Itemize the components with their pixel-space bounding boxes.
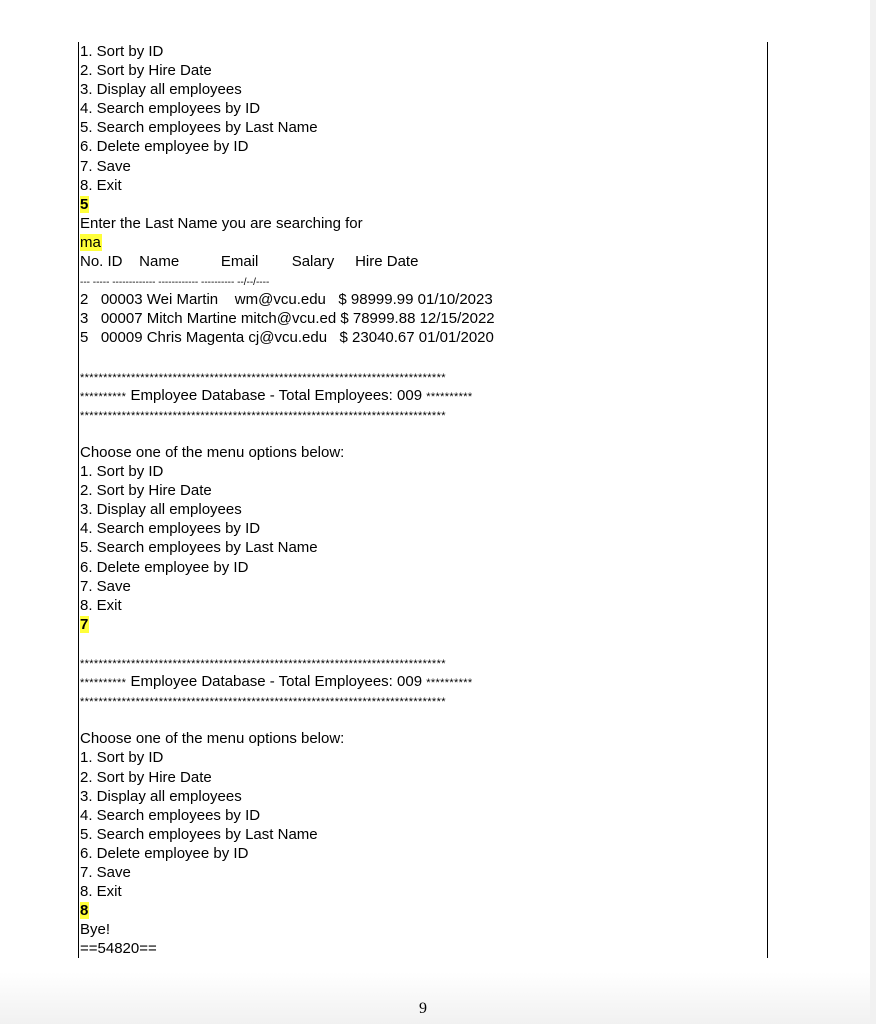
console-output — [80, 42, 760, 959]
console-text: 7. Save — [80, 577, 131, 595]
console-line — [80, 901, 760, 920]
console-line — [80, 42, 760, 61]
console-text: Enter the Last Name you are searching for — [80, 214, 363, 232]
banner-stars: ******************************************************************************* — [80, 696, 446, 709]
console-line — [80, 61, 760, 80]
console-line — [80, 691, 760, 710]
right-border-rule — [767, 42, 768, 958]
console-line — [80, 348, 760, 367]
console-line — [80, 825, 760, 844]
banner-stars: ******************************************************************************* — [80, 371, 446, 384]
console-text: 2. Sort by Hire Date — [80, 482, 212, 500]
console-line — [80, 519, 760, 538]
console-line — [80, 233, 760, 252]
console-line — [80, 939, 760, 958]
console-text: 3. Display all employees — [80, 501, 242, 519]
console-text: 2 00003 Wei Martin wm@vcu.edu $ 98999.99 01/10/2023 — [80, 291, 493, 309]
console-line — [80, 577, 760, 596]
console-text: 6. Delete employee by ID — [80, 558, 249, 576]
console-line — [80, 596, 760, 615]
console-line — [80, 214, 760, 233]
console-line — [80, 615, 760, 634]
console-text: 6. Delete employee by ID — [80, 844, 249, 862]
console-line — [80, 367, 760, 386]
viewer-gutter — [870, 0, 876, 1024]
console-line — [80, 443, 760, 462]
console-text: 8. Exit — [80, 883, 122, 901]
console-line — [80, 863, 760, 882]
console-line — [80, 195, 760, 214]
console-text: Choose one of the menu options below: — [80, 730, 345, 748]
console-line — [80, 157, 760, 176]
user-input-choice: 7 — [80, 615, 89, 633]
console-text: 1. Sort by ID — [80, 463, 164, 481]
console-line — [80, 386, 760, 405]
console-text: 7. Save — [80, 864, 131, 882]
console-text: 3 00007 Mitch Martine mitch@vcu.ed $ 78999.88 12/15/2022 — [80, 310, 495, 328]
console-text: 6. Delete employee by ID — [80, 138, 249, 156]
console-text: 2. Sort by Hire Date — [80, 768, 212, 786]
console-text: 8. Exit — [80, 176, 122, 194]
console-line — [80, 844, 760, 863]
console-line — [80, 538, 760, 557]
console-line — [80, 290, 760, 309]
console-line — [80, 882, 760, 901]
console-text: 4. Search employees by ID — [80, 806, 261, 824]
console-line — [80, 768, 760, 787]
console-line — [80, 500, 760, 519]
console-line — [80, 405, 760, 424]
console-line — [80, 481, 760, 500]
user-input-choice: 5 — [80, 195, 89, 213]
console-line — [80, 118, 760, 137]
console-line — [80, 748, 760, 767]
console-text: No. ID Name Email Salary Hire Date — [80, 253, 419, 271]
console-text: 3. Display all employees — [80, 787, 242, 805]
left-border-rule — [78, 42, 79, 958]
console-line — [80, 806, 760, 825]
console-line — [80, 920, 760, 939]
console-line — [80, 653, 760, 672]
user-input: ma — [80, 233, 101, 251]
console-text: Bye! — [80, 921, 111, 939]
console-line — [80, 424, 760, 443]
console-line — [80, 176, 760, 195]
console-line — [80, 558, 760, 577]
console-text: 5. Search employees by Last Name — [80, 119, 318, 137]
table-separator: --- ----- ------------- ------------ ---------- --/--/---- — [80, 277, 270, 289]
console-line — [80, 328, 760, 347]
console-line — [80, 462, 760, 481]
console-line — [80, 787, 760, 806]
console-line — [80, 672, 760, 691]
console-line — [80, 634, 760, 653]
banner-stars: ******************************************************************************* — [80, 409, 446, 422]
banner-title: ********** Employee Database - Total Employees: 009 ********** — [80, 386, 473, 404]
console-line — [80, 309, 760, 328]
page-number: 9 — [419, 1000, 427, 1017]
banner-stars: ******************************************************************************* — [80, 658, 446, 670]
console-line — [80, 729, 760, 748]
console-text: 4. Search employees by ID — [80, 520, 261, 538]
console-line — [80, 252, 760, 271]
banner-title: ********** Employee Database - Total Employees: 009 ********** — [80, 673, 473, 691]
console-line — [80, 80, 760, 99]
console-text: 2. Sort by Hire Date — [80, 62, 212, 80]
console-text: 7. Save — [80, 157, 131, 175]
console-text: 3. Display all employees — [80, 81, 242, 99]
console-line — [80, 710, 760, 729]
user-input-choice: 8 — [80, 902, 89, 920]
console-text: 5. Search employees by Last Name — [80, 539, 318, 557]
console-text: Choose one of the menu options below: — [80, 443, 345, 461]
console-text: 1. Sort by ID — [80, 43, 164, 60]
console-text: 8. Exit — [80, 596, 122, 614]
console-text: 5. Search employees by Last Name — [80, 825, 318, 843]
console-line — [80, 271, 760, 290]
console-line — [80, 137, 760, 156]
console-text: ==54820== — [80, 940, 157, 958]
console-line — [80, 99, 760, 118]
console-text: 4. Search employees by ID — [80, 100, 261, 118]
console-text: 1. Sort by ID — [80, 749, 164, 767]
console-text: 5 00009 Chris Magenta cj@vcu.edu $ 23040.67 01/01/2020 — [80, 329, 494, 347]
